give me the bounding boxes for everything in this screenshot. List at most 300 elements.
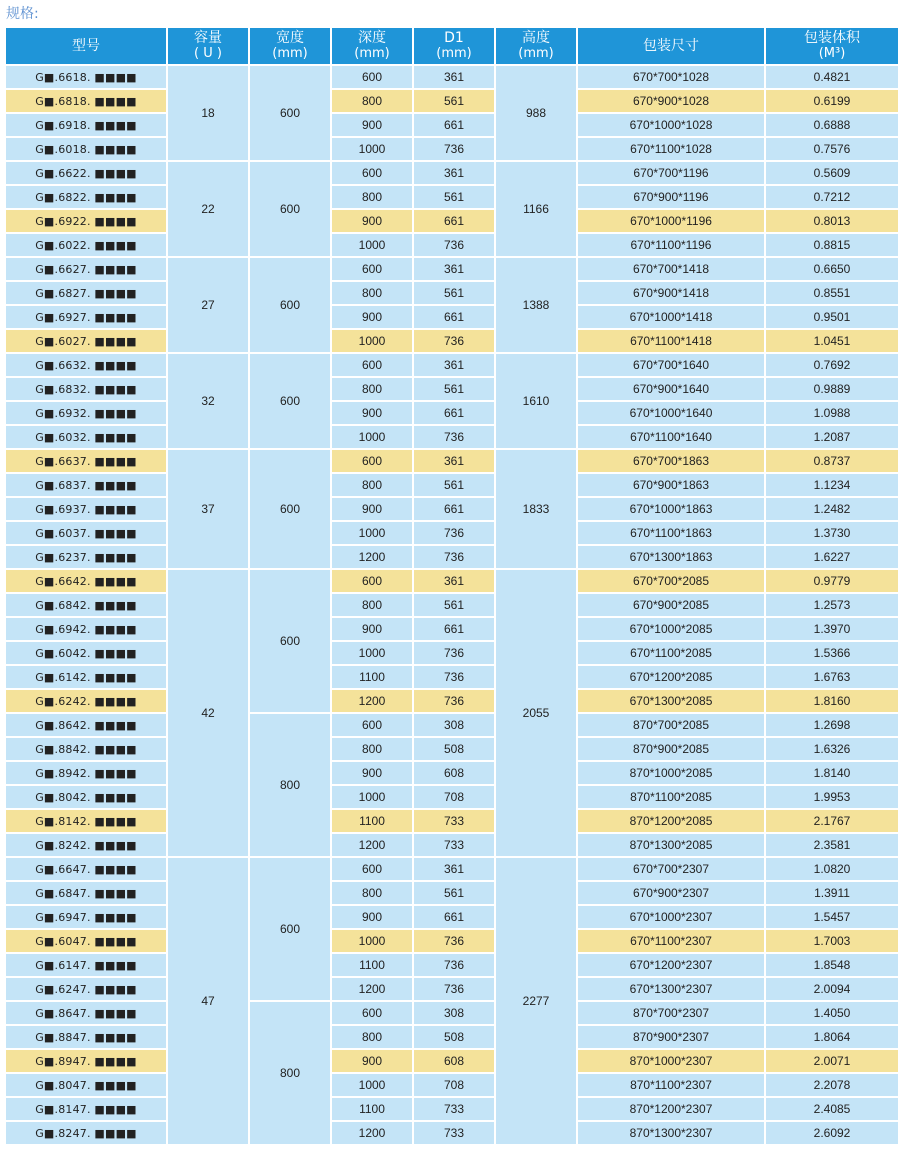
height-cell: 1388 [496, 258, 576, 352]
model-cell: G■.8642. ■■■■ [6, 714, 166, 736]
table-row [6, 162, 898, 184]
d1-cell: 361 [414, 66, 494, 88]
width-cell: 600 [250, 450, 330, 568]
d1-cell: 736 [414, 234, 494, 256]
package-size-cell: 670*1100*1028 [578, 138, 764, 160]
model-cell: G■.6637. ■■■■ [6, 450, 166, 472]
package-size-cell: 670*900*1640 [578, 378, 764, 400]
table-row [6, 114, 898, 136]
depth-cell: 900 [332, 402, 412, 424]
d1-cell: 308 [414, 1002, 494, 1024]
depth-cell: 1200 [332, 1122, 412, 1144]
depth-cell: 800 [332, 1026, 412, 1048]
package-volume-cell: 1.0988 [766, 402, 898, 424]
package-size-cell: 670*1000*1196 [578, 210, 764, 232]
package-volume-cell: 1.9953 [766, 786, 898, 808]
depth-cell: 1200 [332, 834, 412, 856]
table-row [6, 930, 898, 952]
package-volume-cell: 1.6326 [766, 738, 898, 760]
package-volume-cell: 0.7576 [766, 138, 898, 160]
width-cell: 600 [250, 162, 330, 256]
width-cell: 800 [250, 1002, 330, 1144]
package-volume-cell: 1.3730 [766, 522, 898, 544]
model-cell: G■.6018. ■■■■ [6, 138, 166, 160]
table-row [6, 690, 898, 712]
depth-cell: 900 [332, 306, 412, 328]
d1-cell: 736 [414, 426, 494, 448]
package-volume-cell: 0.8551 [766, 282, 898, 304]
package-volume-cell: 0.4821 [766, 66, 898, 88]
d1-cell: 661 [414, 306, 494, 328]
model-cell: G■.6047. ■■■■ [6, 930, 166, 952]
d1-cell: 736 [414, 642, 494, 664]
capacity-cell: 37 [168, 450, 248, 568]
package-volume-cell: 1.5366 [766, 642, 898, 664]
table-row [6, 66, 898, 88]
package-size-cell: 670*1200*2085 [578, 666, 764, 688]
package-size-cell: 670*1000*1863 [578, 498, 764, 520]
table-row [6, 498, 898, 520]
model-cell: G■.6618. ■■■■ [6, 66, 166, 88]
table-row [6, 642, 898, 664]
d1-cell: 736 [414, 138, 494, 160]
width-cell: 600 [250, 570, 330, 712]
depth-cell: 800 [332, 474, 412, 496]
table-row [6, 906, 898, 928]
model-cell: G■.6247. ■■■■ [6, 978, 166, 1000]
package-volume-cell: 0.8737 [766, 450, 898, 472]
table-row [6, 426, 898, 448]
depth-cell: 600 [332, 714, 412, 736]
model-cell: G■.6142. ■■■■ [6, 666, 166, 688]
package-volume-cell: 1.1234 [766, 474, 898, 496]
package-size-cell: 670*700*1640 [578, 354, 764, 376]
width-cell: 600 [250, 258, 330, 352]
depth-cell: 1100 [332, 954, 412, 976]
package-volume-cell: 2.0094 [766, 978, 898, 1000]
package-size-cell: 670*1100*1196 [578, 234, 764, 256]
package-size-cell: 870*1100*2307 [578, 1074, 764, 1096]
package-size-cell: 670*700*1196 [578, 162, 764, 184]
d1-cell: 361 [414, 258, 494, 280]
depth-cell: 1000 [332, 234, 412, 256]
header-d1: D1 (mm) [414, 28, 494, 64]
d1-cell: 361 [414, 450, 494, 472]
d1-cell: 736 [414, 522, 494, 544]
header-width: 宽度 (mm) [250, 28, 330, 64]
package-volume-cell: 2.1767 [766, 810, 898, 832]
d1-cell: 661 [414, 210, 494, 232]
package-size-cell: 670*1000*1640 [578, 402, 764, 424]
header-depth: 深度 (mm) [332, 28, 412, 64]
package-size-cell: 870*900*2085 [578, 738, 764, 760]
depth-cell: 800 [332, 282, 412, 304]
width-cell: 600 [250, 858, 330, 1000]
model-cell: G■.8242. ■■■■ [6, 834, 166, 856]
package-volume-cell: 2.3581 [766, 834, 898, 856]
table-row [6, 90, 898, 112]
table-row [6, 1074, 898, 1096]
d1-cell: 508 [414, 1026, 494, 1048]
table-row [6, 762, 898, 784]
package-size-cell: 670*700*1028 [578, 66, 764, 88]
d1-cell: 708 [414, 1074, 494, 1096]
table-row [6, 786, 898, 808]
depth-cell: 900 [332, 1050, 412, 1072]
package-volume-cell: 0.6888 [766, 114, 898, 136]
d1-cell: 661 [414, 618, 494, 640]
package-size-cell: 670*700*2085 [578, 570, 764, 592]
package-size-cell: 670*900*1418 [578, 282, 764, 304]
height-cell: 1166 [496, 162, 576, 256]
depth-cell: 1000 [332, 522, 412, 544]
header-package-size: 包装尺寸 [578, 28, 764, 64]
table-row [6, 258, 898, 280]
table-row [6, 546, 898, 568]
model-cell: G■.6827. ■■■■ [6, 282, 166, 304]
depth-cell: 1200 [332, 978, 412, 1000]
d1-cell: 733 [414, 810, 494, 832]
capacity-cell: 47 [168, 858, 248, 1144]
d1-cell: 733 [414, 834, 494, 856]
package-size-cell: 870*1300*2307 [578, 1122, 764, 1144]
table-row [6, 186, 898, 208]
model-cell: G■.6622. ■■■■ [6, 162, 166, 184]
d1-cell: 708 [414, 786, 494, 808]
model-cell: G■.6037. ■■■■ [6, 522, 166, 544]
d1-cell: 561 [414, 594, 494, 616]
depth-cell: 900 [332, 618, 412, 640]
package-size-cell: 670*1300*1863 [578, 546, 764, 568]
package-volume-cell: 1.6227 [766, 546, 898, 568]
package-size-cell: 670*700*2307 [578, 858, 764, 880]
table-row [6, 954, 898, 976]
table-row [6, 330, 898, 352]
depth-cell: 600 [332, 354, 412, 376]
d1-cell: 661 [414, 402, 494, 424]
package-size-cell: 670*1200*2307 [578, 954, 764, 976]
model-cell: G■.8047. ■■■■ [6, 1074, 166, 1096]
table-row [6, 450, 898, 472]
d1-cell: 661 [414, 906, 494, 928]
model-cell: G■.6632. ■■■■ [6, 354, 166, 376]
d1-cell: 561 [414, 282, 494, 304]
depth-cell: 600 [332, 162, 412, 184]
height-cell: 2277 [496, 858, 576, 1144]
model-cell: G■.6627. ■■■■ [6, 258, 166, 280]
model-cell: G■.6027. ■■■■ [6, 330, 166, 352]
model-cell: G■.8247. ■■■■ [6, 1122, 166, 1144]
package-size-cell: 870*1300*2085 [578, 834, 764, 856]
package-volume-cell: 0.9779 [766, 570, 898, 592]
depth-cell: 800 [332, 882, 412, 904]
capacity-cell: 32 [168, 354, 248, 448]
depth-cell: 1100 [332, 810, 412, 832]
model-cell: G■.6022. ■■■■ [6, 234, 166, 256]
table-row [6, 474, 898, 496]
table-row [6, 1026, 898, 1048]
package-volume-cell: 2.2078 [766, 1074, 898, 1096]
model-cell: G■.6042. ■■■■ [6, 642, 166, 664]
depth-cell: 800 [332, 90, 412, 112]
capacity-cell: 18 [168, 66, 248, 160]
model-cell: G■.8042. ■■■■ [6, 786, 166, 808]
capacity-cell: 42 [168, 570, 248, 856]
package-size-cell: 670*1000*2085 [578, 618, 764, 640]
depth-cell: 1000 [332, 426, 412, 448]
package-size-cell: 670*900*1028 [578, 90, 764, 112]
table-row [6, 618, 898, 640]
package-size-cell: 670*1000*1028 [578, 114, 764, 136]
model-cell: G■.8647. ■■■■ [6, 1002, 166, 1024]
d1-cell: 733 [414, 1098, 494, 1120]
package-volume-cell: 0.6650 [766, 258, 898, 280]
package-size-cell: 670*1300*2307 [578, 978, 764, 1000]
d1-cell: 736 [414, 546, 494, 568]
model-cell: G■.6927. ■■■■ [6, 306, 166, 328]
table-row [6, 306, 898, 328]
table-row [6, 714, 898, 736]
package-size-cell: 670*900*1863 [578, 474, 764, 496]
width-cell: 800 [250, 714, 330, 856]
model-cell: G■.6647. ■■■■ [6, 858, 166, 880]
package-size-cell: 670*900*2307 [578, 882, 764, 904]
table-row [6, 1002, 898, 1024]
package-volume-cell: 2.6092 [766, 1122, 898, 1144]
d1-cell: 561 [414, 474, 494, 496]
table-row [6, 378, 898, 400]
depth-cell: 900 [332, 762, 412, 784]
width-cell: 600 [250, 354, 330, 448]
package-size-cell: 670*1100*2085 [578, 642, 764, 664]
package-size-cell: 670*900*1196 [578, 186, 764, 208]
header-row [6, 28, 898, 64]
d1-cell: 561 [414, 882, 494, 904]
height-cell: 2055 [496, 570, 576, 856]
package-volume-cell: 1.8160 [766, 690, 898, 712]
header-height: 高度 (mm) [496, 28, 576, 64]
table-row [6, 402, 898, 424]
d1-cell: 508 [414, 738, 494, 760]
package-size-cell: 870*1000*2307 [578, 1050, 764, 1072]
package-volume-cell: 1.7003 [766, 930, 898, 952]
d1-cell: 736 [414, 330, 494, 352]
package-volume-cell: 2.4085 [766, 1098, 898, 1120]
package-size-cell: 670*700*1863 [578, 450, 764, 472]
depth-cell: 900 [332, 906, 412, 928]
package-volume-cell: 0.7692 [766, 354, 898, 376]
depth-cell: 600 [332, 66, 412, 88]
model-cell: G■.6818. ■■■■ [6, 90, 166, 112]
d1-cell: 661 [414, 114, 494, 136]
package-volume-cell: 0.7212 [766, 186, 898, 208]
package-volume-cell: 1.5457 [766, 906, 898, 928]
package-size-cell: 670*700*1418 [578, 258, 764, 280]
depth-cell: 600 [332, 258, 412, 280]
table-row [6, 666, 898, 688]
depth-cell: 1000 [332, 642, 412, 664]
depth-cell: 1000 [332, 1074, 412, 1096]
model-cell: G■.6922. ■■■■ [6, 210, 166, 232]
table-row [6, 138, 898, 160]
model-cell: G■.6847. ■■■■ [6, 882, 166, 904]
package-size-cell: 670*1100*1418 [578, 330, 764, 352]
package-volume-cell: 1.4050 [766, 1002, 898, 1024]
package-size-cell: 870*1200*2085 [578, 810, 764, 832]
model-cell: G■.6642. ■■■■ [6, 570, 166, 592]
package-size-cell: 870*900*2307 [578, 1026, 764, 1048]
package-size-cell: 670*1300*2085 [578, 690, 764, 712]
depth-cell: 1200 [332, 690, 412, 712]
model-cell: G■.6242. ■■■■ [6, 690, 166, 712]
table-row [6, 354, 898, 376]
package-volume-cell: 1.0451 [766, 330, 898, 352]
package-volume-cell: 1.0820 [766, 858, 898, 880]
d1-cell: 608 [414, 1050, 494, 1072]
model-cell: G■.6942. ■■■■ [6, 618, 166, 640]
package-size-cell: 870*1100*2085 [578, 786, 764, 808]
model-cell: G■.6032. ■■■■ [6, 426, 166, 448]
depth-cell: 800 [332, 738, 412, 760]
package-size-cell: 870*1200*2307 [578, 1098, 764, 1120]
table-row [6, 282, 898, 304]
model-cell: G■.8142. ■■■■ [6, 810, 166, 832]
package-volume-cell: 1.6763 [766, 666, 898, 688]
table-row [6, 1122, 898, 1144]
width-cell: 600 [250, 66, 330, 160]
package-volume-cell: 1.8064 [766, 1026, 898, 1048]
package-size-cell: 670*1100*1863 [578, 522, 764, 544]
depth-cell: 1200 [332, 546, 412, 568]
package-volume-cell: 1.8140 [766, 762, 898, 784]
header-model: 型号 [6, 28, 166, 64]
d1-cell: 308 [414, 714, 494, 736]
d1-cell: 361 [414, 354, 494, 376]
table-row [6, 594, 898, 616]
depth-cell: 800 [332, 594, 412, 616]
d1-cell: 736 [414, 954, 494, 976]
d1-cell: 736 [414, 930, 494, 952]
model-cell: G■.8847. ■■■■ [6, 1026, 166, 1048]
d1-cell: 736 [414, 978, 494, 1000]
table-row [6, 570, 898, 592]
model-cell: G■.6937. ■■■■ [6, 498, 166, 520]
header-capacity: 容量 ( U ) [168, 28, 248, 64]
depth-cell: 1100 [332, 1098, 412, 1120]
table-row [6, 810, 898, 832]
table-row [6, 858, 898, 880]
depth-cell: 1000 [332, 138, 412, 160]
d1-cell: 736 [414, 690, 494, 712]
package-volume-cell: 0.8013 [766, 210, 898, 232]
d1-cell: 561 [414, 186, 494, 208]
d1-cell: 361 [414, 570, 494, 592]
spec-table [4, 26, 900, 1146]
model-cell: G■.6947. ■■■■ [6, 906, 166, 928]
capacity-cell: 22 [168, 162, 248, 256]
model-cell: G■.6832. ■■■■ [6, 378, 166, 400]
table-row [6, 738, 898, 760]
model-cell: G■.6147. ■■■■ [6, 954, 166, 976]
d1-cell: 561 [414, 378, 494, 400]
package-volume-cell: 0.8815 [766, 234, 898, 256]
model-cell: G■.6932. ■■■■ [6, 402, 166, 424]
package-size-cell: 670*1000*2307 [578, 906, 764, 928]
model-cell: G■.6237. ■■■■ [6, 546, 166, 568]
d1-cell: 733 [414, 1122, 494, 1144]
package-size-cell: 670*900*2085 [578, 594, 764, 616]
package-volume-cell: 1.2482 [766, 498, 898, 520]
package-size-cell: 670*1100*2307 [578, 930, 764, 952]
table-row [6, 210, 898, 232]
depth-cell: 1100 [332, 666, 412, 688]
package-volume-cell: 0.9501 [766, 306, 898, 328]
depth-cell: 1000 [332, 930, 412, 952]
depth-cell: 900 [332, 210, 412, 232]
depth-cell: 800 [332, 186, 412, 208]
package-volume-cell: 1.3970 [766, 618, 898, 640]
table-row [6, 1050, 898, 1072]
depth-cell: 1000 [332, 330, 412, 352]
depth-cell: 800 [332, 378, 412, 400]
header-package-volume: 包装体积 (M³) [766, 28, 898, 64]
package-volume-cell: 1.3911 [766, 882, 898, 904]
table-row [6, 1098, 898, 1120]
table-row [6, 834, 898, 856]
depth-cell: 600 [332, 450, 412, 472]
package-volume-cell: 1.8548 [766, 954, 898, 976]
table-row [6, 978, 898, 1000]
model-cell: G■.6822. ■■■■ [6, 186, 166, 208]
package-size-cell: 870*1000*2085 [578, 762, 764, 784]
depth-cell: 900 [332, 498, 412, 520]
d1-cell: 661 [414, 498, 494, 520]
model-cell: G■.8842. ■■■■ [6, 738, 166, 760]
package-size-cell: 670*1000*1418 [578, 306, 764, 328]
package-volume-cell: 0.6199 [766, 90, 898, 112]
height-cell: 1833 [496, 450, 576, 568]
package-volume-cell: 2.0071 [766, 1050, 898, 1072]
model-cell: G■.8147. ■■■■ [6, 1098, 166, 1120]
d1-cell: 361 [414, 858, 494, 880]
spec-table-body [6, 66, 898, 1144]
depth-cell: 900 [332, 114, 412, 136]
package-size-cell: 670*1100*1640 [578, 426, 764, 448]
package-volume-cell: 1.2087 [766, 426, 898, 448]
d1-cell: 608 [414, 762, 494, 784]
table-row [6, 882, 898, 904]
d1-cell: 561 [414, 90, 494, 112]
package-size-cell: 870*700*2307 [578, 1002, 764, 1024]
table-row [6, 234, 898, 256]
depth-cell: 600 [332, 570, 412, 592]
d1-cell: 361 [414, 162, 494, 184]
depth-cell: 600 [332, 1002, 412, 1024]
model-cell: G■.6842. ■■■■ [6, 594, 166, 616]
package-volume-cell: 1.2698 [766, 714, 898, 736]
package-volume-cell: 0.5609 [766, 162, 898, 184]
package-volume-cell: 1.2573 [766, 594, 898, 616]
model-cell: G■.6918. ■■■■ [6, 114, 166, 136]
d1-cell: 736 [414, 666, 494, 688]
capacity-cell: 27 [168, 258, 248, 352]
model-cell: G■.8947. ■■■■ [6, 1050, 166, 1072]
package-size-cell: 870*700*2085 [578, 714, 764, 736]
height-cell: 988 [496, 66, 576, 160]
package-volume-cell: 0.9889 [766, 378, 898, 400]
height-cell: 1610 [496, 354, 576, 448]
section-label: 规格: [6, 6, 39, 22]
